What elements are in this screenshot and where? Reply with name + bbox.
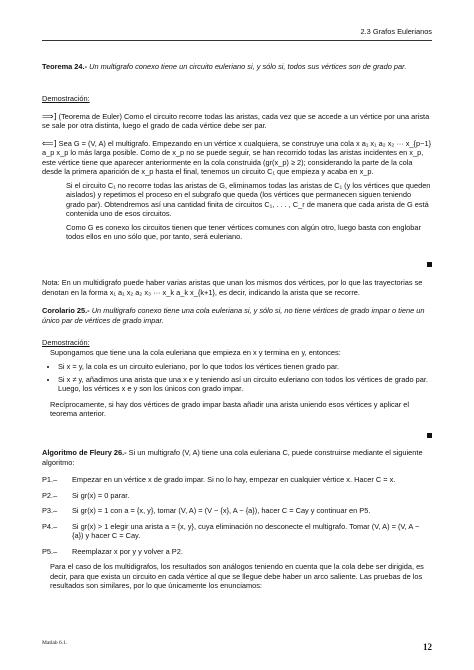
step-text: Si gr(x) > 1 elegir una arista a = {x, y}, cuya eliminación no desconecte el multigrafo. Tomar (V, A) = (V, A − {a}) y hacer C = Cay. [72,521,420,540]
implied-by-arrow-icon: ⟸] [42,138,57,148]
proof-forward-text: (Teorema de Euler) Como el circuito recorre todas las aristas, cada vez que se accede a un vértice por una arista se sale por otra distinta, luego el grado de cada vértice debe ser par. [42,111,430,130]
proof-backward-text: Sea G = (V, A) el multigrafo. Empezando en un vértice x cualquiera, se construye una cola x a₁ x₁ a₂ x₂ ··· x_{p−1} a_p x_p lo más larga posible. Como de x_p no se puede seguir, se han recorrido todas las aristas incidentes en x_p, este vértice tiene que aparecer anteriormente en la cola construida (gr(x_p) ≥ 2); considerando la parte de la cola desde la primera aparición de x_p hasta el final, tenemos un circuito C₁ que empieza y acaba en x_p. [42,138,432,176]
page-number: 12 [423,641,432,652]
algorithm-label: Algoritmo de Fleury 26.- [42,448,127,457]
step-text: Reemplazar x por y y volver a P2. [72,546,183,556]
step-label: P3.– [42,506,58,515]
proof-2 [42,338,432,419]
corollary-statement: Un multigrafo conexo tiene una cola euleriana si, y sólo si, no tiene vértices de grado impar o tiene un único par de vértices de grado impar. [42,306,425,325]
step-text: Si gr(x) = 1 con a = {x, y}, tomar (V, A) = (V − {x}, A − {a}), hacer C = Cay y continuar en P5. [72,506,371,515]
proof-converse: Recíprocamente, si hay dos vértices de grado impar basta añadir una arista uniendo esos vértices y aplicar el teorema anterior. [50,399,410,418]
theorem-statement: Un multigrafo conexo tiene un circuito euleriano si, y sólo si, todos sus vértices son de grado par. [89,62,407,71]
qed-square-icon [427,433,432,438]
algorithm-step [42,547,432,557]
algorithm-intro: Si un multigrafo (V, A) tiene una cola euleriana C, puede construirse mediante el siguiente algoritmo: [42,448,423,467]
header-rule [42,40,432,41]
algorithm-intro-line [42,448,432,467]
proof-para-2: Si el circuito C₁ no recorre todas las aristas de G, eliminamos todas las aristas de C₁ (y los vértices que queden aislados) y repetimos el proceso en el subgrafo que queda (los vértices que permanecen siguen teniendo grado par). Obtendremos así una cantidad finita de circuitos C₁, . . . , C_r de manera que cada arista de G está contenida uno de esos circuitos. [66,180,431,218]
corollary-25 [42,306,432,325]
algorithm-step [42,475,432,485]
step-text: Empezar en un vértice x de grado impar. Si no lo hay, empezar en cualquier vértice x. Hacer C = x. [72,475,396,484]
note: Nota: En un multidigrafo puede haber varias aristas que unan los mismos dos vértices, por lo que las trayectorias se denotan en la forma x₁ a₁ x₂ a₂ x₃ ··· x_k a_k x_{k+1}, es decir, indicando la arista que se recorre. [42,278,423,297]
proof-heading: Demostración: [42,338,90,347]
step-text: Si gr(x) = 0 parar. [72,490,130,500]
algorithm-steps [42,475,432,556]
algorithm-closing: Para el caso de los multidigrafos, los resultados son análogos teniendo en cuenta que la cola debe ser dirigida, es decir, para que exista un circuito en cada vértice al que se llegue debe haber un arco saliente. Las pruebas de los resultados son similares, por lo que únicamente los enunciamos: [50,562,424,590]
footer-left: Matlab 6.1. [42,639,68,646]
proof-bullets [42,362,432,394]
algorithm-26 [42,448,432,591]
proof-1 [42,94,432,242]
proof-forward [42,112,432,131]
bullet-item: • Si x ≠ y, añadimos una arista que una x e y teniendo así un circuito euleriano con todos los vértices de grado par. Luego, los vértices x e y son los únicos con grado impar. [58,375,432,394]
step-label: P5.– [42,546,58,556]
theorem-label: Teorema 24.- [42,62,88,71]
implies-arrow-icon: ⟹] [42,111,57,121]
algorithm-step [42,522,432,541]
step-label: P2.– [42,490,58,500]
proof-heading: Demostración: [42,94,90,103]
proof-para-3: Como G es conexo los circuitos tienen que tener vértices comunes con algún otro, luego basta con englobar todos ellos en uno sólo que, por tanto, será euleriano. [66,222,421,241]
proof-intro: Supongamos que tiene una la cola euleriana que empieza en x y termina en y, entonces: [50,347,341,357]
step-label: P1.– [42,475,58,484]
proof-backward [42,139,432,177]
corollary-label: Corolario 25.- [42,306,90,315]
step-label: P4.– [42,521,58,531]
bullet-item: • Si x = y, la cola es un circuito euleriano, por lo que todos los vértices tienen grado par. [58,362,432,372]
algorithm-step [42,491,432,501]
running-header: 2.3 Grafos Eulerianos [360,27,432,36]
qed-square-icon [427,262,432,267]
algorithm-step [42,506,432,516]
theorem-24 [42,62,432,72]
